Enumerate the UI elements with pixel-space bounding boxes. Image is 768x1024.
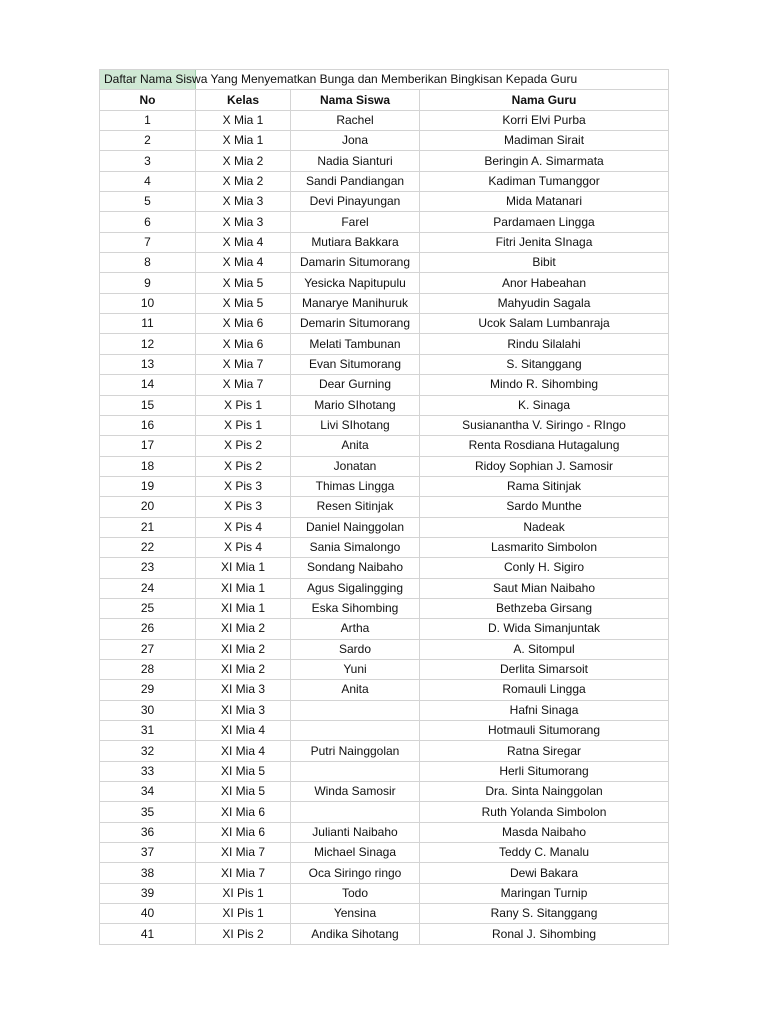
table-row bbox=[100, 415, 669, 435]
cell-nama-guru[interactable]: Dewi Bakara bbox=[420, 863, 669, 883]
cell-nama-guru[interactable]: Bibit bbox=[420, 253, 669, 273]
header-kelas[interactable]: Kelas bbox=[196, 90, 291, 110]
cell-no[interactable]: 5 bbox=[100, 192, 196, 212]
table-row bbox=[100, 639, 669, 659]
table-row bbox=[100, 598, 669, 618]
cell-nama-guru[interactable]: Herli Situmorang bbox=[420, 761, 669, 781]
table-row bbox=[100, 659, 669, 679]
table-row bbox=[100, 680, 669, 700]
cell-kelas[interactable]: X Mia 6 bbox=[196, 334, 291, 354]
cell-nama-guru[interactable]: D. Wida Simanjuntak bbox=[420, 619, 669, 639]
cell-nama-siswa[interactable]: Artha bbox=[291, 619, 420, 639]
table-row bbox=[100, 924, 669, 944]
sheet-title: Daftar Nama Siswa Yang Menyematkan Bunga dan Memberikan Bingkisan Kepada Guru bbox=[104, 72, 578, 87]
cell-no[interactable]: 24 bbox=[100, 578, 196, 598]
cell-nama-guru[interactable]: S. Sitanggang bbox=[420, 354, 669, 374]
cell-kelas[interactable]: X Pis 3 bbox=[196, 497, 291, 517]
cell-nama-siswa[interactable]: Evan Situmorang bbox=[291, 354, 420, 374]
table-row bbox=[100, 700, 669, 720]
cell-kelas[interactable]: X Pis 1 bbox=[196, 415, 291, 435]
cell-nama-siswa[interactable]: Melati Tambunan bbox=[291, 334, 420, 354]
cell-nama-siswa[interactable]: Yensina bbox=[291, 904, 420, 924]
cell-no[interactable]: 25 bbox=[100, 598, 196, 618]
table-row bbox=[100, 822, 669, 842]
cell-no[interactable]: 28 bbox=[100, 659, 196, 679]
cell-nama-guru[interactable]: Masda Naibaho bbox=[420, 822, 669, 842]
cell-nama-siswa[interactable]: Daniel Nainggolan bbox=[291, 517, 420, 537]
cell-nama-siswa[interactable]: Resen Sitinjak bbox=[291, 497, 420, 517]
table-row bbox=[100, 558, 669, 578]
cell-nama-siswa[interactable]: Winda Samosir bbox=[291, 782, 420, 802]
cell-kelas[interactable]: X Mia 4 bbox=[196, 232, 291, 252]
cell-nama-guru[interactable]: Sardo Munthe bbox=[420, 497, 669, 517]
cell-nama-siswa[interactable] bbox=[291, 761, 420, 781]
table-row bbox=[100, 395, 669, 415]
cell-nama-siswa[interactable]: Sandi Pandiangan bbox=[291, 171, 420, 191]
cell-nama-siswa[interactable]: Yuni bbox=[291, 659, 420, 679]
cell-kelas[interactable]: XI Pis 1 bbox=[196, 904, 291, 924]
table-row bbox=[100, 354, 669, 374]
cell-nama-siswa[interactable]: Manarye Manihuruk bbox=[291, 293, 420, 313]
cell-nama-guru[interactable]: Fitri Jenita SInaga bbox=[420, 232, 669, 252]
cell-kelas[interactable]: XI Mia 2 bbox=[196, 659, 291, 679]
cell-nama-guru[interactable]: Teddy C. Manalu bbox=[420, 843, 669, 863]
cell-kelas[interactable]: XI Mia 1 bbox=[196, 578, 291, 598]
cell-no[interactable]: 11 bbox=[100, 314, 196, 334]
cell-no[interactable]: 21 bbox=[100, 517, 196, 537]
cell-nama-siswa[interactable]: Agus Sigalingging bbox=[291, 578, 420, 598]
cell-nama-siswa[interactable]: Julianti Naibaho bbox=[291, 822, 420, 842]
table-row bbox=[100, 456, 669, 476]
cell-nama-siswa[interactable]: Sardo bbox=[291, 639, 420, 659]
cell-no[interactable]: 20 bbox=[100, 497, 196, 517]
table-row bbox=[100, 314, 669, 334]
cell-nama-guru[interactable]: Hafni Sinaga bbox=[420, 700, 669, 720]
cell-no[interactable]: 17 bbox=[100, 436, 196, 456]
table-row bbox=[100, 273, 669, 293]
cell-kelas[interactable]: XI Mia 3 bbox=[196, 680, 291, 700]
spreadsheet bbox=[99, 69, 668, 945]
cell-kelas[interactable]: XI Mia 7 bbox=[196, 843, 291, 863]
title-row bbox=[100, 70, 669, 90]
cell-nama-guru[interactable]: Madiman Sirait bbox=[420, 131, 669, 151]
cell-kelas[interactable]: X Mia 3 bbox=[196, 192, 291, 212]
table-row bbox=[100, 761, 669, 781]
cell-nama-guru[interactable]: Hotmauli Situmorang bbox=[420, 721, 669, 741]
cell-nama-siswa[interactable]: Thimas Lingga bbox=[291, 476, 420, 496]
cell-kelas[interactable]: XI Mia 1 bbox=[196, 558, 291, 578]
cell-kelas[interactable]: X Pis 2 bbox=[196, 436, 291, 456]
cell-no[interactable]: 30 bbox=[100, 700, 196, 720]
cell-nama-siswa[interactable] bbox=[291, 802, 420, 822]
cell-no[interactable]: 32 bbox=[100, 741, 196, 761]
cell-nama-siswa[interactable]: Andika Sihotang bbox=[291, 924, 420, 944]
cell-nama-siswa[interactable]: Anita bbox=[291, 680, 420, 700]
table-row bbox=[100, 904, 669, 924]
cell-kelas[interactable]: X Mia 7 bbox=[196, 354, 291, 374]
cell-nama-siswa[interactable] bbox=[291, 700, 420, 720]
table-row bbox=[100, 192, 669, 212]
cell-nama-guru[interactable]: Lasmarito Simbolon bbox=[420, 537, 669, 557]
cell-no[interactable]: 7 bbox=[100, 232, 196, 252]
table-body bbox=[100, 110, 669, 944]
table-row bbox=[100, 497, 669, 517]
cell-nama-siswa[interactable]: Sania Simalongo bbox=[291, 537, 420, 557]
table-row bbox=[100, 802, 669, 822]
cell-no[interactable]: 35 bbox=[100, 802, 196, 822]
cell-nama-guru[interactable]: Dra. Sinta Nainggolan bbox=[420, 782, 669, 802]
cell-nama-guru[interactable]: Bethzeba Girsang bbox=[420, 598, 669, 618]
table-row bbox=[100, 131, 669, 151]
cell-nama-siswa[interactable]: Mario SIhotang bbox=[291, 395, 420, 415]
cell-nama-siswa[interactable]: Michael Sinaga bbox=[291, 843, 420, 863]
cell-nama-guru[interactable]: Mindo R. Sihombing bbox=[420, 375, 669, 395]
cell-nama-siswa[interactable]: Mutiara Bakkara bbox=[291, 232, 420, 252]
cell-no[interactable]: 36 bbox=[100, 822, 196, 842]
cell-kelas[interactable]: XI Pis 2 bbox=[196, 924, 291, 944]
cell-no[interactable]: 37 bbox=[100, 843, 196, 863]
table-row bbox=[100, 253, 669, 273]
cell-nama-siswa[interactable]: Anita bbox=[291, 436, 420, 456]
cell-nama-guru[interactable]: Rama Sitinjak bbox=[420, 476, 669, 496]
cell-no[interactable]: 16 bbox=[100, 415, 196, 435]
table-row bbox=[100, 375, 669, 395]
cell-no[interactable]: 13 bbox=[100, 354, 196, 374]
cell-nama-guru[interactable]: Derlita Simarsoit bbox=[420, 659, 669, 679]
cell-kelas[interactable]: XI Mia 5 bbox=[196, 761, 291, 781]
cell-nama-guru[interactable]: K. Sinaga bbox=[420, 395, 669, 415]
cell-nama-guru[interactable]: Ridoy Sophian J. Samosir bbox=[420, 456, 669, 476]
cell-nama-guru[interactable]: Ruth Yolanda Simbolon bbox=[420, 802, 669, 822]
cell-nama-siswa[interactable]: Livi SIhotang bbox=[291, 415, 420, 435]
cell-no[interactable]: 31 bbox=[100, 721, 196, 741]
cell-no[interactable]: 4 bbox=[100, 171, 196, 191]
table-row bbox=[100, 721, 669, 741]
table-row bbox=[100, 537, 669, 557]
cell-no[interactable]: 33 bbox=[100, 761, 196, 781]
cell-nama-siswa[interactable]: Jona bbox=[291, 131, 420, 151]
cell-no[interactable]: 1 bbox=[100, 110, 196, 130]
cell-no[interactable]: 34 bbox=[100, 782, 196, 802]
cell-nama-guru[interactable]: Mida Matanari bbox=[420, 192, 669, 212]
header-row bbox=[100, 90, 669, 110]
cell-nama-siswa[interactable]: Nadia Sianturi bbox=[291, 151, 420, 171]
cell-nama-guru[interactable]: Romauli Lingga bbox=[420, 680, 669, 700]
cell-no[interactable]: 23 bbox=[100, 558, 196, 578]
cell-nama-guru[interactable]: Beringin A. Simarmata bbox=[420, 151, 669, 171]
cell-no[interactable]: 3 bbox=[100, 151, 196, 171]
cell-kelas[interactable]: XI Mia 2 bbox=[196, 639, 291, 659]
cell-nama-guru[interactable]: Rindu Silalahi bbox=[420, 334, 669, 354]
cell-nama-guru[interactable]: Ratna Siregar bbox=[420, 741, 669, 761]
cell-no[interactable]: 8 bbox=[100, 253, 196, 273]
cell-nama-siswa[interactable]: Yesicka Napitupulu bbox=[291, 273, 420, 293]
table-row bbox=[100, 171, 669, 191]
cell-nama-guru[interactable]: A. Sitompul bbox=[420, 639, 669, 659]
cell-kelas[interactable]: X Mia 6 bbox=[196, 314, 291, 334]
cell-kelas[interactable]: X Mia 1 bbox=[196, 110, 291, 130]
cell-kelas[interactable]: X Mia 5 bbox=[196, 273, 291, 293]
student-teacher-table bbox=[99, 69, 669, 945]
table-row bbox=[100, 883, 669, 903]
table-row bbox=[100, 436, 669, 456]
cell-no[interactable]: 9 bbox=[100, 273, 196, 293]
table-row bbox=[100, 232, 669, 252]
table-row bbox=[100, 476, 669, 496]
cell-no[interactable]: 2 bbox=[100, 131, 196, 151]
table-row bbox=[100, 863, 669, 883]
cell-no[interactable]: 29 bbox=[100, 680, 196, 700]
cell-kelas[interactable]: XI Pis 1 bbox=[196, 883, 291, 903]
cell-no[interactable]: 10 bbox=[100, 293, 196, 313]
cell-nama-siswa[interactable]: Dear Gurning bbox=[291, 375, 420, 395]
cell-nama-guru[interactable]: Kadiman Tumanggor bbox=[420, 171, 669, 191]
cell-nama-guru[interactable]: Anor Habeahan bbox=[420, 273, 669, 293]
cell-nama-siswa[interactable]: Todo bbox=[291, 883, 420, 903]
cell-kelas[interactable]: X Mia 1 bbox=[196, 131, 291, 151]
table-row bbox=[100, 151, 669, 171]
cell-nama-guru[interactable]: Ucok Salam Lumbanraja bbox=[420, 314, 669, 334]
cell-nama-siswa[interactable]: Jonatan bbox=[291, 456, 420, 476]
cell-kelas[interactable]: XI Mia 3 bbox=[196, 700, 291, 720]
title-cell[interactable] bbox=[100, 70, 669, 90]
cell-no[interactable]: 15 bbox=[100, 395, 196, 415]
cell-kelas[interactable]: X Mia 3 bbox=[196, 212, 291, 232]
header-nama-guru[interactable]: Nama Guru bbox=[420, 90, 669, 110]
table-row bbox=[100, 334, 669, 354]
cell-nama-guru[interactable]: Rany S. Sitanggang bbox=[420, 904, 669, 924]
cell-nama-guru[interactable]: Ronal J. Sihombing bbox=[420, 924, 669, 944]
cell-no[interactable]: 38 bbox=[100, 863, 196, 883]
cell-nama-guru[interactable]: Mahyudin Sagala bbox=[420, 293, 669, 313]
cell-no[interactable]: 22 bbox=[100, 537, 196, 557]
cell-kelas[interactable]: XI Mia 6 bbox=[196, 822, 291, 842]
table-row bbox=[100, 517, 669, 537]
cell-nama-siswa[interactable]: Putri Nainggolan bbox=[291, 741, 420, 761]
cell-kelas[interactable]: XI Mia 2 bbox=[196, 619, 291, 639]
cell-nama-siswa[interactable]: Damarin Situmorang bbox=[291, 253, 420, 273]
cell-kelas[interactable]: X Mia 4 bbox=[196, 253, 291, 273]
cell-no[interactable]: 41 bbox=[100, 924, 196, 944]
cell-kelas[interactable]: X Mia 2 bbox=[196, 151, 291, 171]
cell-kelas[interactable]: X Pis 4 bbox=[196, 517, 291, 537]
cell-nama-guru[interactable]: Susianantha V. Siringo - RIngo bbox=[420, 415, 669, 435]
cell-no[interactable]: 14 bbox=[100, 375, 196, 395]
cell-nama-siswa[interactable] bbox=[291, 721, 420, 741]
cell-no[interactable]: 39 bbox=[100, 883, 196, 903]
cell-nama-guru[interactable]: Korri Elvi Purba bbox=[420, 110, 669, 130]
cell-no[interactable]: 40 bbox=[100, 904, 196, 924]
cell-no[interactable]: 27 bbox=[100, 639, 196, 659]
header-no[interactable]: No bbox=[100, 90, 196, 110]
cell-kelas[interactable]: X Mia 5 bbox=[196, 293, 291, 313]
cell-nama-guru[interactable]: Renta Rosdiana Hutagalung bbox=[420, 436, 669, 456]
cell-nama-siswa[interactable]: Devi Pinayungan bbox=[291, 192, 420, 212]
cell-nama-siswa[interactable]: Demarin Situmorang bbox=[291, 314, 420, 334]
cell-kelas[interactable]: X Pis 4 bbox=[196, 537, 291, 557]
cell-kelas[interactable]: X Pis 1 bbox=[196, 395, 291, 415]
cell-kelas[interactable]: X Mia 2 bbox=[196, 171, 291, 191]
cell-nama-siswa[interactable]: Rachel bbox=[291, 110, 420, 130]
cell-nama-siswa[interactable]: Oca Siringo ringo bbox=[291, 863, 420, 883]
table-row bbox=[100, 110, 669, 130]
cell-kelas[interactable]: XI Mia 5 bbox=[196, 782, 291, 802]
cell-kelas[interactable]: XI Mia 7 bbox=[196, 863, 291, 883]
table-row bbox=[100, 782, 669, 802]
cell-no[interactable]: 12 bbox=[100, 334, 196, 354]
cell-nama-guru[interactable]: Nadeak bbox=[420, 517, 669, 537]
table-row bbox=[100, 578, 669, 598]
header-nama-siswa[interactable]: Nama Siswa bbox=[291, 90, 420, 110]
cell-kelas[interactable]: X Pis 3 bbox=[196, 476, 291, 496]
cell-no[interactable]: 6 bbox=[100, 212, 196, 232]
table-row bbox=[100, 293, 669, 313]
cell-no[interactable]: 19 bbox=[100, 476, 196, 496]
cell-no[interactable]: 18 bbox=[100, 456, 196, 476]
cell-nama-guru[interactable]: Maringan Turnip bbox=[420, 883, 669, 903]
table-row bbox=[100, 619, 669, 639]
cell-nama-guru[interactable]: Saut Mian Naibaho bbox=[420, 578, 669, 598]
cell-kelas[interactable]: XI Mia 4 bbox=[196, 741, 291, 761]
cell-kelas[interactable]: X Mia 7 bbox=[196, 375, 291, 395]
cell-nama-guru[interactable]: Pardamaen Lingga bbox=[420, 212, 669, 232]
table-row bbox=[100, 843, 669, 863]
cell-nama-siswa[interactable]: Eska Sihombing bbox=[291, 598, 420, 618]
table-row bbox=[100, 741, 669, 761]
cell-kelas[interactable]: XI Mia 4 bbox=[196, 721, 291, 741]
cell-kelas[interactable]: X Pis 2 bbox=[196, 456, 291, 476]
cell-nama-siswa[interactable]: Sondang Naibaho bbox=[291, 558, 420, 578]
cell-nama-siswa[interactable]: Farel bbox=[291, 212, 420, 232]
cell-kelas[interactable]: XI Mia 1 bbox=[196, 598, 291, 618]
cell-no[interactable]: 26 bbox=[100, 619, 196, 639]
table-row bbox=[100, 212, 669, 232]
cell-kelas[interactable]: XI Mia 6 bbox=[196, 802, 291, 822]
cell-nama-guru[interactable]: Conly H. Sigiro bbox=[420, 558, 669, 578]
